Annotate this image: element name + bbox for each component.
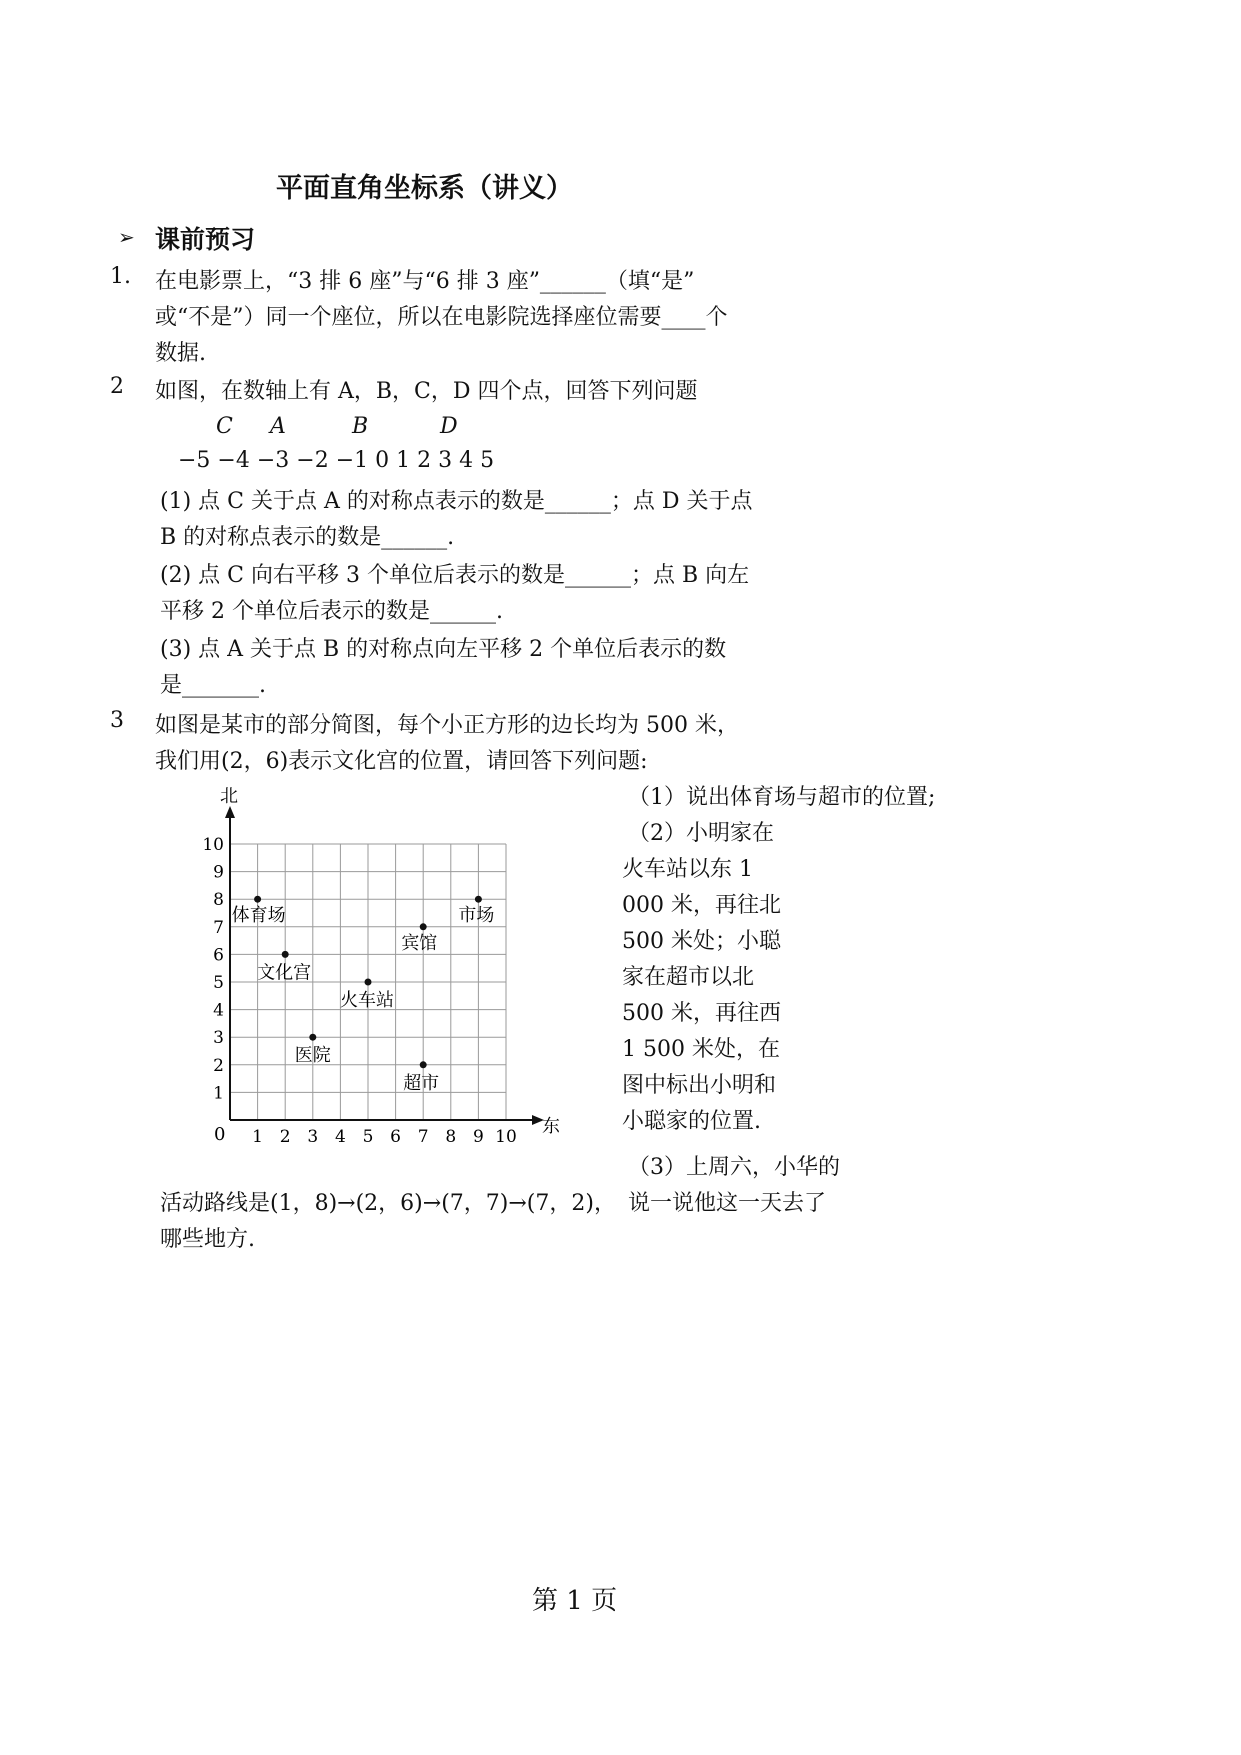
x-tick-label: 6 xyxy=(390,1127,402,1147)
number-line-numbers: −5 −4 −3 −2 −1 0 1 2 3 4 5 xyxy=(178,448,495,473)
y-tick-label: 4 xyxy=(213,1000,224,1021)
x-tick-label: 2 xyxy=(279,1127,291,1147)
place-dot xyxy=(254,896,261,903)
place-label: 市场 xyxy=(458,905,495,927)
place-dot xyxy=(365,979,372,986)
x-tick-label: 4 xyxy=(334,1127,346,1147)
q2-part2-line1: (2) 点 C 向右平移 3 个单位后表示的数是______；点 B 向左 xyxy=(160,563,750,588)
place-dot xyxy=(420,923,427,930)
q1-line-1: 在电影票上，“3 排 6 座”与“6 排 3 座”______（填“是” xyxy=(155,269,695,294)
x-tick-label: 9 xyxy=(472,1127,484,1147)
q2-part3-line1: (3) 点 A 关于点 B 的对称点向左平移 2 个单位后表示的数 xyxy=(160,637,727,662)
q2-part2-line2: 平移 2 个单位后表示的数是______. xyxy=(160,599,503,624)
page-footer: 第 1 页 xyxy=(532,1586,618,1616)
q3-side-line: 500 米，再往西 xyxy=(622,1001,781,1026)
y-tick-label: 9 xyxy=(213,862,224,883)
axis-north-label: 北 xyxy=(220,786,238,807)
place-label: 超市 xyxy=(403,1072,440,1094)
q3-side-line: （1）说出体育场与超市的位置; xyxy=(628,785,936,810)
x-tick-label: 8 xyxy=(445,1127,457,1147)
x-tick-label: 5 xyxy=(362,1127,374,1147)
number-line-label-c: C xyxy=(216,414,233,439)
q3-side-line: 图中标出小明和 xyxy=(622,1073,777,1098)
y-tick-label: 6 xyxy=(213,945,224,966)
y-tick-label: 2 xyxy=(213,1055,224,1076)
place-label: 宾馆 xyxy=(401,932,438,954)
q2-number: 2 xyxy=(110,374,124,399)
x-tick-label: 1 xyxy=(252,1127,264,1147)
axis-east-label: 东 xyxy=(542,1116,560,1137)
q3-side-line: 火车站以东 1 xyxy=(622,857,753,882)
q3-side-line: 1 500 米处，在 xyxy=(622,1037,780,1062)
q3-side-line: （2）小明家在 xyxy=(628,821,774,846)
place-dot xyxy=(309,1034,316,1041)
place-label: 火车站 xyxy=(340,990,394,1011)
y-tick-label: 1 xyxy=(213,1083,224,1104)
place-dot xyxy=(282,951,289,958)
q3-side-line: 小聪家的位置. xyxy=(622,1109,761,1134)
q3-side-line: 500 米处；小聪 xyxy=(622,929,781,954)
x-tick-label: 3 xyxy=(307,1127,319,1147)
section-bullet: ➢ xyxy=(118,225,135,249)
number-line-label-b: B xyxy=(352,414,369,439)
y-axis-arrow xyxy=(225,806,235,818)
q1-line-3: 数据. xyxy=(155,341,206,366)
q1-line-2: 或“不是”）同一个座位，所以在电影院选择座位需要____个 xyxy=(155,305,728,330)
y-tick-label: 7 xyxy=(213,917,224,938)
number-line-label-a: A xyxy=(270,414,286,439)
place-dot xyxy=(420,1061,427,1068)
q3-line-1: 如图是某市的部分简图，每个小正方形的边长均为 500 米， xyxy=(155,713,739,738)
section-heading: 课前预习 xyxy=(155,225,256,254)
q2-part3-line2: 是_______. xyxy=(160,673,266,698)
q3-number: 3 xyxy=(110,708,124,733)
q3-route-line: 活动路线是(1，8)→(2，6)→(7，7)→(7，2)， xyxy=(160,1191,616,1216)
origin-label: 0 xyxy=(214,1124,226,1145)
y-tick-label: 3 xyxy=(213,1028,224,1049)
q2-intro: 如图，在数轴上有 A，B，C，D 四个点，回答下列问题 xyxy=(155,379,698,404)
q3-side-line: 家在超市以北 xyxy=(622,965,755,990)
y-tick-label: 10 xyxy=(202,835,224,855)
page-title: 平面直角坐标系（讲义） xyxy=(276,173,573,204)
place-label: 体育场 xyxy=(231,905,286,927)
q3-side-line: 000 米，再往北 xyxy=(622,893,781,918)
q3-route-tail: 说一说他这一天去了 xyxy=(628,1191,827,1216)
q3-final-line: 哪些地方. xyxy=(160,1227,255,1252)
y-tick-label: 5 xyxy=(213,973,224,993)
y-tick-label: 8 xyxy=(213,890,224,911)
place-dot xyxy=(475,896,482,903)
grid-places xyxy=(232,896,495,1094)
city-grid-map xyxy=(190,780,580,1160)
q3-line-2: 我们用(2，6)表示文化宫的位置，请回答下列问题: xyxy=(155,749,648,774)
number-line-label-d: D xyxy=(440,414,458,439)
q1-number: 1. xyxy=(110,264,131,289)
x-tick-label: 10 xyxy=(495,1127,517,1147)
q2-part1-line2: B 的对称点表示的数是______. xyxy=(160,525,455,550)
q2-part1-line1: (1) 点 C 关于点 A 的对称点表示的数是______；点 D 关于点 xyxy=(160,489,753,514)
place-label: 文化宫 xyxy=(257,962,312,984)
x-tick-label: 7 xyxy=(417,1127,429,1147)
q3-side-line: （3）上周六，小华的 xyxy=(628,1155,840,1180)
place-label: 医院 xyxy=(294,1045,331,1067)
